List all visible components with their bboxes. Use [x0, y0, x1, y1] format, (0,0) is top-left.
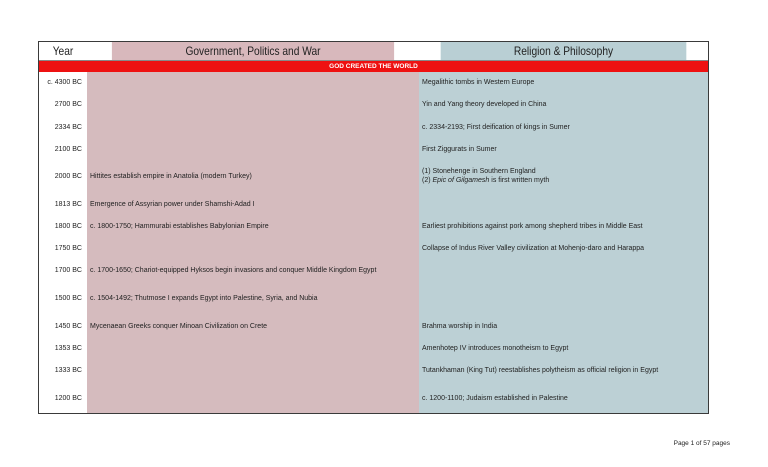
- religion-cell: [419, 194, 708, 214]
- religion-cell: Yin and Yang theory developed in China: [422, 100, 547, 108]
- religion-cell: Amenhotep IV introduces monotheism to Egypt: [422, 344, 569, 352]
- year-cell: 2334 BC: [54, 123, 82, 131]
- religion-cell: Tutankhaman (King Tut) reestablishes polytheism as official religion in Egypt: [422, 366, 659, 374]
- year-cell: 1333 BC: [54, 366, 82, 374]
- header-government: Government, Politics and War: [112, 42, 394, 60]
- year-cell: 2100 BC: [54, 145, 82, 153]
- table-header: [39, 42, 708, 61]
- government-cell: [87, 338, 419, 358]
- government-cell: Hittites establish empire in Anatolia (modern Turkey): [90, 172, 252, 180]
- government-cell: Mycenaean Greeks conquer Minoan Civilization on Crete: [90, 322, 268, 330]
- year-cell: 1813 BC: [54, 200, 82, 208]
- religion-cell: c. 2334-2193; First deification of kings in Sumer: [422, 123, 570, 131]
- government-cell: Emergence of Assyrian power under Shamshi-Adad I: [90, 200, 255, 208]
- religion-line-2: [422, 176, 549, 185]
- religion-cell: Megalithic tombs in Western Europe: [422, 78, 535, 86]
- religion-line-1: (1) Stonehenge in Southern England: [422, 168, 536, 175]
- year-column: [39, 72, 87, 413]
- year-cell: 1800 BC: [54, 222, 82, 230]
- religion-cell: [419, 161, 708, 191]
- header-religion: Religion & Philosophy: [441, 42, 687, 60]
- year-cell: 1200 BC: [54, 394, 82, 402]
- header-year: Year: [52, 44, 74, 58]
- government-column: [87, 72, 419, 413]
- year-cell: 1450 BC: [54, 322, 82, 330]
- timeline-table: [38, 41, 709, 414]
- religion-cell: Earliest prohibitions against pork among shepherd tribes in Middle East: [422, 222, 643, 230]
- religion-line-2-suffix: is first written myth: [489, 177, 550, 184]
- religion-cell: First Ziggurats in Sumer: [422, 145, 497, 153]
- government-cell: [87, 139, 419, 159]
- page-footer: Page 1 of 57 pages: [673, 440, 730, 447]
- banner-god-created: GOD CREATED THE WORLD: [39, 61, 708, 72]
- government-cell: [87, 238, 419, 258]
- government-cell: c. 1504-1492; Thutmose I expands Egypt into Palestine, Syria, and Nubia: [90, 294, 318, 302]
- year-cell: 1700 BC: [54, 266, 82, 274]
- government-cell: [87, 387, 419, 409]
- government-cell: [87, 94, 419, 114]
- year-cell: 2000 BC: [54, 172, 82, 180]
- religion-column: [419, 72, 708, 413]
- religion-cell: c. 1200-1100; Judaism established in Palestine: [422, 394, 568, 402]
- religion-line-2-prefix: (2): [422, 177, 433, 184]
- year-cell: 1353 BC: [54, 344, 82, 352]
- government-cell: c. 1800-1750; Hammurabi establishes Babylonian Empire: [90, 222, 269, 230]
- year-cell: c. 4300 BC: [47, 78, 82, 86]
- government-cell: [87, 72, 419, 92]
- religion-line-2-title: Epic of Gilgamesh: [432, 177, 490, 184]
- year-cell: 2700 BC: [54, 100, 82, 108]
- year-cell: 1500 BC: [54, 294, 82, 302]
- government-cell: [87, 117, 419, 137]
- government-cell: [87, 360, 419, 380]
- religion-cell: Collapse of Indus River Valley civilization at Mohenjo-daro and Harappa: [422, 244, 645, 252]
- table-body: [39, 72, 708, 413]
- religion-cell: Brahma worship in India: [422, 322, 498, 330]
- government-cell: c. 1700-1650; Chariot-equipped Hyksos begin invasions and conquer Middle Kingdom Egypt: [90, 266, 377, 274]
- year-cell: 1750 BC: [54, 244, 82, 252]
- religion-cell: [419, 259, 708, 281]
- religion-cell: [419, 287, 708, 309]
